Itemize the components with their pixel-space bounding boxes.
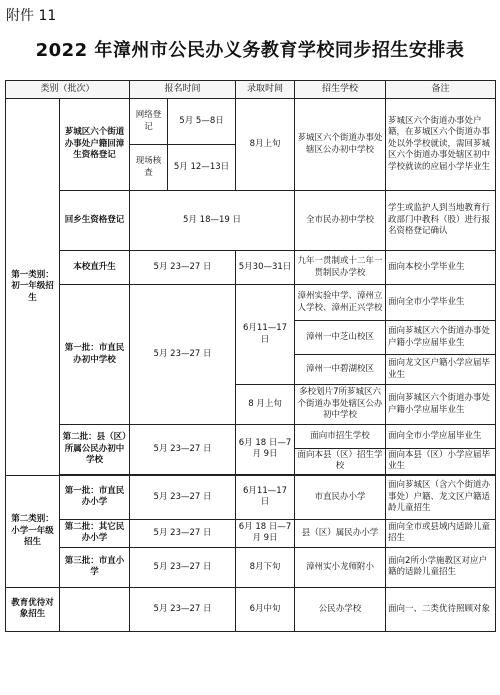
remark-cell: 面向一、二类优待照顾对象	[386, 587, 496, 631]
page-title: 2022 年漳州市公民办义务教育学校同步招生安排表	[35, 40, 465, 61]
attachment-label: 附件 11	[6, 8, 57, 24]
sub-category-cell: 第二批：县（区）所属公民办初中学校	[60, 425, 130, 475]
sub-category-cell: 第三批：市直小学	[60, 547, 130, 587]
school-cell: 漳州实小龙师附小	[295, 547, 386, 587]
registration-date-cell: 5月 23—27 日	[130, 587, 236, 631]
admission-cell: 8月上旬	[236, 99, 295, 191]
remark-cell: 芗城区六个街道办事处户籍，在芗城区六个街道办事处以外学校就读，需回芗城区六个街道办事处辖区初中学校就读的应届小学毕业生	[386, 99, 496, 191]
school-cell: 公民办学校	[295, 587, 386, 631]
remark-cell: 面向全市小学应届毕业生	[386, 425, 496, 449]
remark-cell: 面向2所小学施教区对应户籍的适龄儿童招生	[386, 547, 496, 587]
registration-date-cell: 5月 23—27 日	[130, 475, 236, 519]
admission-cell: 6月11—17 日	[236, 475, 295, 519]
header-category: 类别（批次）	[6, 81, 130, 99]
registration-date-cell: 5月 23—27 日	[130, 425, 236, 475]
remark-cell: 面向全市小学毕业生	[386, 285, 496, 321]
remark-cell: 面向全市或县域内适龄儿童招生	[386, 519, 496, 547]
admission-cell: 6月中旬	[236, 587, 295, 631]
sub-category-cell: 第二批：其它民办小学	[60, 519, 130, 547]
sub-category-cell: 本校直升生	[60, 251, 130, 285]
category-3-cell: 教育优待对象招生	[6, 587, 60, 631]
admission-cell: 6月 18 日—7月 9日	[236, 425, 295, 475]
school-cell: 多校划片7所芗城区六个街道办事处辖区公办初中学校	[295, 385, 386, 425]
sub-category-cell: 第一批：市直民办小学	[60, 475, 130, 519]
school-cell: 面向本县（区）招生学校	[295, 449, 386, 475]
school-cell: 漳州一中芝山校区	[295, 321, 386, 355]
header-row	[6, 81, 496, 99]
sub-category-cell: 芗城区六个街道办事处户籍回漳生资格登记	[60, 99, 130, 191]
remark-cell: 面向芗城区六个街道办事处户籍小学应届毕业生	[386, 385, 496, 425]
admission-cell: 6月 18 日—7月 9日	[236, 519, 295, 547]
school-cell: 漳州一中碧湖校区	[295, 355, 386, 385]
admission-cell: 5月30—31日	[236, 251, 295, 285]
table-row	[6, 425, 496, 449]
registration-mode-cell: 网络登记	[130, 99, 168, 145]
remark-cell: 面向本校小学毕业生	[386, 251, 496, 285]
header-registration: 报名时间	[130, 81, 236, 99]
table-row	[6, 99, 496, 145]
category-2-cell: 第二类别：小学一年级招生	[6, 475, 60, 587]
admission-cell: 8 月上旬	[236, 385, 295, 425]
category-1-cell: 第一类别：初一年级招生	[6, 99, 60, 476]
header-schools: 招生学校	[295, 81, 386, 99]
table-row	[6, 547, 496, 587]
sub-category-cell	[60, 587, 130, 631]
registration-date-cell: 5月 23—27 日	[130, 519, 236, 547]
enrollment-schedule-table	[5, 80, 496, 632]
school-cell: 芗城区六个街道办事处辖区公办初中学校	[295, 99, 386, 191]
registration-date-cell: 5月 23—27 日	[130, 285, 236, 425]
school-cell: 九年一贯制或十二年一贯制民办学校	[295, 251, 386, 285]
school-cell: 县（区）属民办小学	[295, 519, 386, 547]
remark-cell: 面向芗城区（含六个街道办事处）户籍、龙文区户籍适龄儿童招生	[386, 475, 496, 519]
registration-date-cell: 5月 23—27 日	[130, 251, 236, 285]
remark-cell: 面向龙文区户籍小学应届毕业生	[386, 355, 496, 385]
table-row	[6, 191, 496, 251]
table-row	[6, 587, 496, 631]
header-remarks: 备注	[386, 81, 496, 99]
sub-category-cell: 第一批：市直民办初中学校	[60, 285, 130, 425]
school-cell: 全市民办初中学校	[295, 191, 386, 251]
sub-category-cell: 回乡生资格登记	[60, 191, 130, 251]
remark-cell: 面向芗城区六个街道办事处户籍小学应届毕业生	[386, 321, 496, 355]
table-row	[6, 475, 496, 519]
school-cell: 面向市招生学校	[295, 425, 386, 449]
remark-cell: 面向本县（区）小学应届毕业生	[386, 449, 496, 475]
table-row	[6, 285, 496, 321]
table-row	[6, 251, 496, 285]
registration-date-cell: 5月 23—27 日	[130, 547, 236, 587]
school-cell: 漳州实验中学、漳州立人学校、漳州正兴学校	[295, 285, 386, 321]
header-admission: 录取时间	[236, 81, 295, 99]
admission-cell: 8月下旬	[236, 547, 295, 587]
registration-date-cell: 5月 12—13日	[168, 145, 236, 191]
registration-date-cell: 5月 18—19 日	[130, 191, 295, 251]
table-row	[6, 519, 496, 547]
registration-mode-cell: 现场核查	[130, 145, 168, 191]
remark-cell: 学生或监护人到当地教育行政部门中教科（股）进行报名资格登记确认	[386, 191, 496, 251]
school-cell: 市直民办小学	[295, 475, 386, 519]
admission-cell: 6月11—17 日	[236, 285, 295, 385]
registration-date-cell: 5月 5—8日	[168, 99, 236, 145]
